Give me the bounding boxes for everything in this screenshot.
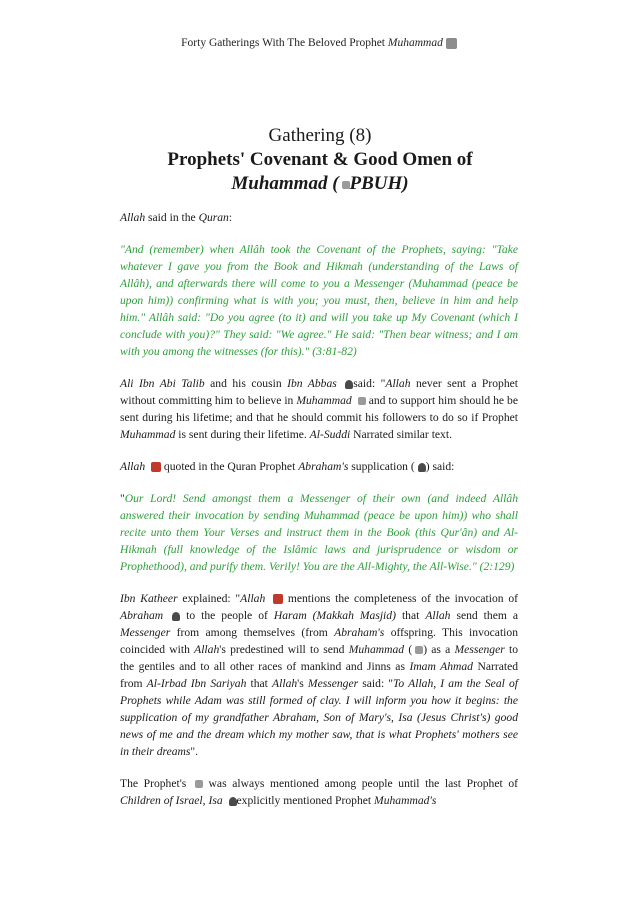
term: Quran	[198, 211, 229, 224]
title-pbuh: PBUH)	[349, 173, 409, 194]
pbuh-seal-icon	[446, 38, 457, 49]
text: quoted in the Quran Prophet	[161, 460, 299, 473]
title-main: Prophets' Covenant & Good Omen of	[167, 149, 473, 170]
term: Ali Ibn Abi Talib	[120, 377, 205, 390]
quran-quote-3-81: "And (remember) when Allâh took the Covenant of the Prophets, saying: "Take whatever I gave you from the Book and Hikmah (understanding of the Laws of Allâh), and afterwards there will come to you a Messenger (Muhammad (peace be upon him)) confirming what is with you; you must, then, believe in him and help him." Allâh said: "Do you agree (to it) and will you take up My Covenant (which I conclude with you)?" They said: "We agree." He said: "Then bear witness; and I am with you among the witnesses (for this)." (3:81-82)	[120, 243, 518, 358]
term: Allah	[425, 609, 451, 622]
term: Ibn Abbas	[287, 377, 337, 390]
text: ".	[190, 745, 199, 758]
term: Muhammad	[120, 428, 176, 441]
title-muhammad	[100, 172, 540, 196]
term: Al-Irbad Ibn Sariyah	[146, 677, 247, 690]
as-seal-icon	[172, 612, 180, 621]
text: mentions the completeness of the invocation of	[283, 592, 518, 605]
quote-mark: "	[120, 492, 125, 505]
text: 's	[297, 677, 308, 690]
text: and to support him should he be sent during his lifetime; and that he should commit his followers to do so if Prophet	[120, 394, 518, 424]
term: Messenger	[120, 626, 171, 639]
text: The Prophet's	[120, 777, 187, 790]
paragraph-4	[120, 458, 518, 475]
term: Ibn Katheer	[120, 592, 178, 605]
text: explained: "	[177, 592, 241, 605]
text: said: "	[353, 377, 386, 390]
term: Messenger	[454, 643, 505, 656]
pbuh-seal-icon	[358, 397, 366, 405]
title-muhammad-name: Muhammad (	[231, 173, 339, 194]
term: Allah	[385, 377, 411, 390]
text: offspring. This invocation coincided with	[120, 626, 518, 656]
paragraph-1	[120, 209, 518, 226]
quran-quote-2-129	[120, 490, 518, 575]
body-text	[120, 209, 518, 824]
text: never sent a Prophet without committing him to believe in	[120, 377, 518, 407]
text: said in the	[145, 211, 199, 224]
term: Allah	[120, 460, 146, 473]
header-text: Forty Gatherings With The Beloved Prophet	[181, 37, 388, 49]
paragraph-6	[120, 590, 518, 760]
text: ) as a	[423, 643, 455, 656]
term: Al-Suddi	[309, 428, 351, 441]
as-seal-icon	[418, 463, 426, 472]
text: send them a	[450, 609, 518, 622]
as-seal-icon	[229, 797, 237, 806]
term: Muhammad's	[374, 794, 437, 807]
chapter-title	[100, 124, 540, 196]
text: to the people of	[180, 609, 274, 622]
running-header	[0, 37, 638, 49]
term: Muhammad	[348, 643, 405, 656]
text: Narrated similar text.	[350, 428, 452, 441]
text: and his cousin	[204, 377, 288, 390]
quote-text: Our Lord! Send amongst them a Messenger of their own (and indeed Allâh answered their invocation by sending Muhammad (peace be upon him)) who shall recite unto them Your Verses and instruct them in the Book (this Qur'ân) and Al-Hikmah (full knowledge of the Islâmic laws and jurisprudence or wisdom or Prophethood), and purify them. Verily! You are the All-Mighty, the All-Wise." (2:129)	[120, 492, 518, 573]
allah-seal-icon	[151, 462, 161, 472]
title-gathering-number: Gathering (8)	[268, 125, 372, 146]
term: Allah	[120, 211, 146, 224]
text: ,	[202, 794, 209, 807]
text: 's predestined will to send	[219, 643, 349, 656]
term: Children of Israel	[120, 794, 203, 807]
paragraph-3	[120, 375, 518, 443]
allah-seal-icon	[273, 594, 283, 604]
term: Messenger	[307, 677, 359, 690]
term: Muhammad	[296, 394, 352, 407]
term: Allah	[240, 592, 266, 605]
pbuh-seal-icon	[342, 181, 350, 189]
text: Narrated from	[120, 660, 519, 690]
text: is sent during their lifetime.	[175, 428, 310, 441]
pbuh-seal-icon	[415, 646, 423, 654]
text: to the gentiles and to all other races of mankind and Jinns as	[120, 643, 518, 673]
term: Allah	[194, 643, 220, 656]
pbuh-seal-icon	[195, 780, 203, 788]
text: supplication (	[348, 460, 415, 473]
text: explicitly mentioned Prophet	[236, 794, 375, 807]
text: :	[228, 211, 233, 224]
term: Abraham's	[298, 460, 349, 473]
text: that	[395, 609, 426, 622]
text: from among themselves (from	[170, 626, 335, 639]
term: Haram (Makkah Masjid)	[273, 609, 396, 622]
text: ) said:	[425, 460, 455, 473]
paragraph-7	[120, 775, 518, 809]
text: that	[246, 677, 273, 690]
term: Isa	[208, 794, 223, 807]
hadith-quote: To Allah, I am the Seal of Prophets while Adam was still formed of clay. I will inform you how it begins: the supplication of my grandfather Abraham, Son of Mary's, Isa (Jesus Christ's) good news of me and the dream which my mother saw, that is what Prophets' mothers see in their dreams	[120, 677, 518, 758]
term: Allah	[272, 677, 298, 690]
text: (	[404, 643, 413, 656]
term: Abraham	[120, 609, 164, 622]
header-name: Muhammad	[387, 37, 443, 49]
term: Imam Ahmad	[409, 660, 473, 673]
text: said: "	[358, 677, 394, 690]
term: Abraham's	[334, 626, 385, 639]
text: was always mentioned among people until the last Prophet of	[202, 777, 518, 790]
